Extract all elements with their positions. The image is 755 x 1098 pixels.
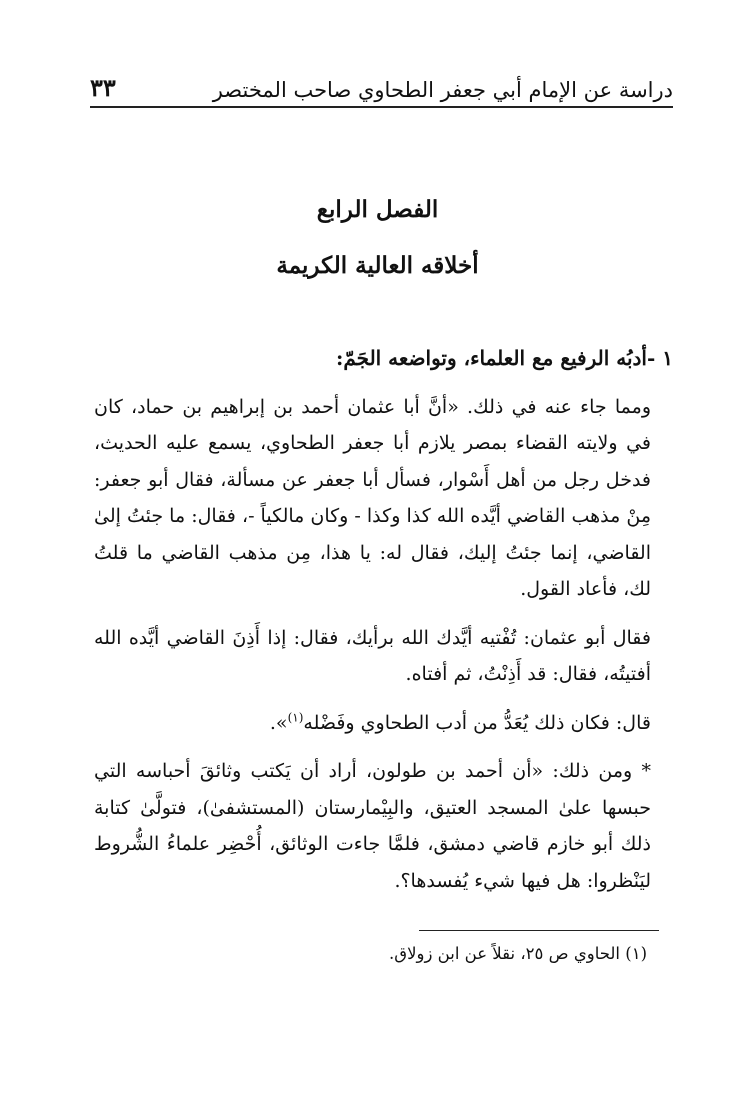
- footnote-divider: [419, 930, 659, 931]
- running-title: دراسة عن الإمام أبي جعفر الطحاوي صاحب المختصر: [212, 78, 673, 102]
- paragraph: * ومن ذلك: «أن أحمد بن طولون، أراد أن يَكتب وثائقَ أحباسه التي حبسها علىٰ المسجد العتيق، والبِيْمارستان (المستشفىٰ)، فتولَّىٰ كتابة ذلك أبو خازم قاضي دمشق، فلمَّا جاءت الوثائق، أُحْضِر علماءُ الشُّروط ليَنْظروا: هل فيها شيء يُفسدها؟.: [94, 760, 651, 892]
- main-text: [94, 340, 673, 911]
- paragraph: فقال أبو عثمان: تُفْتيه أيَّدك الله برأيك، فقال: إذا أَذِنَ القاضي أيَّده الله أفتيتُه، فقال: قد أَذِنْتُ، ثم أفتاه.: [94, 626, 651, 685]
- paragraph-text: قال: فكان ذلك يُعَدُّ من أدب الطحاوي وفَضْله: [303, 711, 651, 734]
- footnote: (١) الحاوي ص ٢٥، نقلاً عن ابن زولاق.: [389, 944, 647, 963]
- section-heading: ١ -أدبُه الرفيع مع العلماء، وتواضعه الجَمّ:: [335, 346, 673, 370]
- paragraph: [94, 705, 673, 742]
- page-header: [90, 62, 673, 108]
- page-number: ٣٣: [90, 73, 116, 102]
- paragraph: ومما جاء عنه في ذلك. «أنَّ أبا عثمان أحمد بن إبراهيم بن حماد، كان في ولايته القضاء بمصر يلازم أبا جعفر الطحاوي، يسمع عليه الحديث، فدخل رجل من أهل أَسْوار، فسأل أبا جعفر عن مسألة، فقال أبو جعفر: مِنْ مذهب القاضي أيَّده الله كذا وكذا - وكان مالكياً -، فقال: ما جئتُ إلىٰ القاضي، إنما جئتُ إليك، فقال له: يا هذا، مِن مذهب القاضي ما قلتُ لك، فأعاد القول.: [94, 395, 651, 600]
- chapter-subtitle: أخلاقه العالية الكريمة: [276, 252, 479, 279]
- footnote-reference: (١): [287, 710, 304, 725]
- paragraph-end: ».: [269, 711, 288, 734]
- chapter-title: الفصل الرابع: [316, 196, 439, 223]
